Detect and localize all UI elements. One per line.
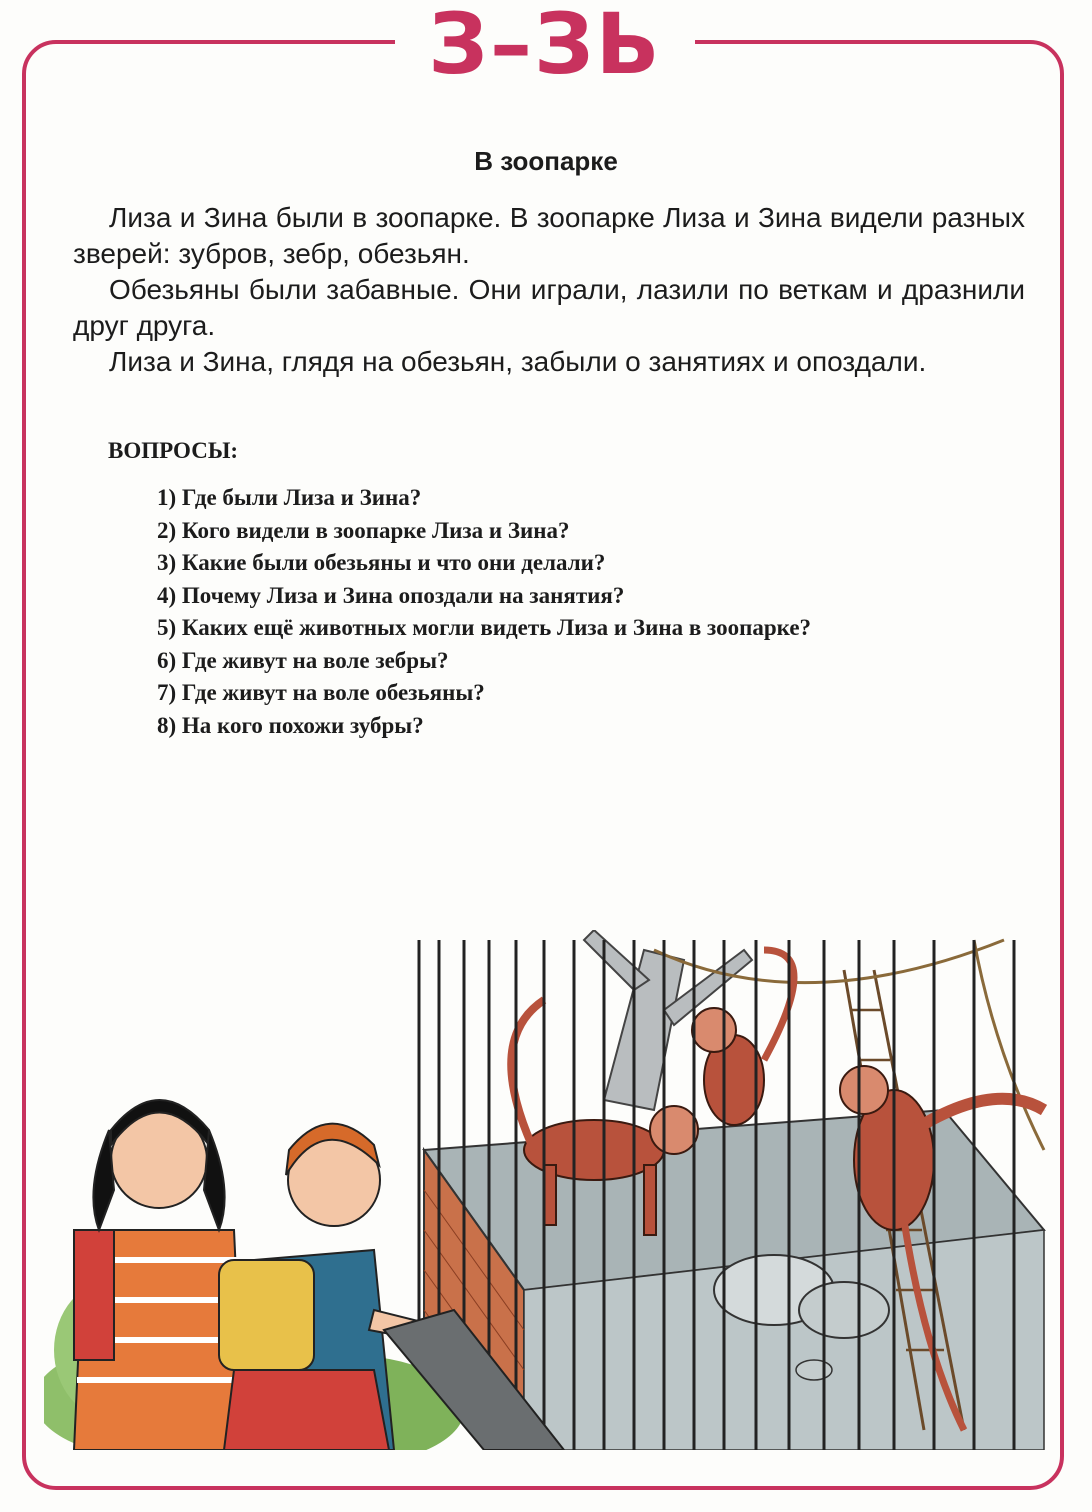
questions-list — [157, 482, 811, 742]
story-paragraph: Лиза и Зина, глядя на обезьян, забыли о занятиях и опоздали. — [109, 346, 927, 377]
story-paragraph: Обезьяны были забавные. Они играли, лазили по веткам и дразнили друг друга. — [73, 274, 1025, 341]
question-item: 2) Кого видели в зоопарке Лиза и Зина? — [157, 517, 570, 543]
question-item: 4) Почему Лиза и Зина опоздали на занятия? — [157, 582, 625, 608]
page-header-letters: З–ЗЬ — [428, 0, 662, 93]
questions-heading: ВОПРОСЫ: — [108, 438, 239, 463]
question-item: 3) Какие были обезьяны и что они делали? — [157, 550, 606, 575]
question-item: 8) На кого похожи зубры? — [157, 712, 424, 738]
story-title: В зоопарке — [474, 146, 618, 176]
question-item: 1) Где были Лиза и Зина? — [157, 485, 422, 510]
question-item: 7) Где живут на воле обезьяны? — [157, 680, 485, 705]
story-paragraph: Лиза и Зина были в зоопарке. В зоопарке Лиза и Зина видели разных зверей: зубров, зебр, обезьян. — [73, 202, 1025, 269]
story-text — [73, 200, 1025, 380]
zoo-monkey-cage-illustration — [44, 930, 1054, 1450]
question-item: 6) Где живут на воле зебры? — [157, 647, 449, 673]
question-item: 5) Каких ещё животных могли видеть Лиза и Зина в зоопарке? — [157, 615, 812, 640]
